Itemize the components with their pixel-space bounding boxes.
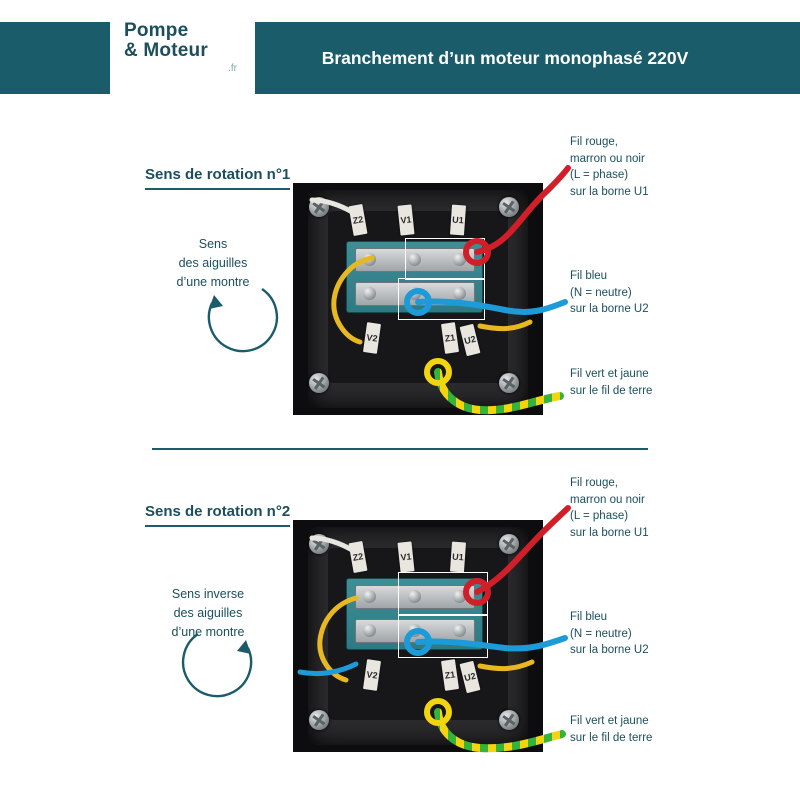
wire-tag: U2 xyxy=(460,324,481,356)
section-2-rotation-label xyxy=(133,585,283,641)
clockwise-arrow-1 xyxy=(209,289,277,351)
wire-tag: V1 xyxy=(397,541,414,572)
wire-tag: Z2 xyxy=(349,204,368,236)
callout-line: sur la borne U1 xyxy=(570,527,649,540)
callout-line: Fil vert et jaune xyxy=(570,715,649,727)
callout-line: sur la borne U1 xyxy=(570,186,649,199)
terminal-screw xyxy=(363,253,376,266)
callout-line: marron ou noir xyxy=(570,493,645,506)
wire-tag: V2 xyxy=(363,659,381,691)
wire-tag: V1 xyxy=(397,204,414,235)
callout-line: Fil bleu xyxy=(570,270,608,282)
red-wire-callout-1 xyxy=(570,134,735,201)
rotation-label-line: des aiguilles xyxy=(178,255,248,270)
callout-line: (L = phase) xyxy=(570,169,629,182)
logo-tld: .fr xyxy=(228,62,237,74)
cover-screw xyxy=(499,534,519,554)
rotation-label-line: d’une montre xyxy=(171,624,245,639)
terminal-block-photo-1 xyxy=(293,183,543,415)
highlight-u2 xyxy=(398,278,485,320)
logo xyxy=(110,0,255,95)
wire-tag: U2 xyxy=(460,661,481,693)
highlight-u1 xyxy=(405,238,485,280)
cover-screw xyxy=(309,197,329,217)
blue-wire-callout-1 xyxy=(570,268,735,318)
callout-line: marron ou noir xyxy=(570,152,645,165)
terminal-screw xyxy=(363,590,376,603)
cover-screw xyxy=(499,373,519,393)
logo-line-2: & Moteur xyxy=(124,40,208,61)
section-divider xyxy=(152,448,648,450)
cover-screw xyxy=(499,710,519,730)
callout-line: (N = neutre) xyxy=(570,286,632,299)
wire-tag: Z1 xyxy=(441,322,459,354)
cover-screw xyxy=(309,534,329,554)
rotation-label-line: d’une montre xyxy=(176,274,250,289)
wire-tag: U1 xyxy=(450,542,466,573)
terminal-screw xyxy=(363,624,376,637)
rotation-label-line: des aiguilles xyxy=(173,605,243,620)
highlight-u2 xyxy=(398,614,488,658)
red-wire-callout-2 xyxy=(570,475,735,542)
wire-tag: V2 xyxy=(363,322,381,354)
cover-screw xyxy=(499,197,519,217)
callout-line: sur le fil de terre xyxy=(570,731,653,744)
callout-line: sur le fil de terre xyxy=(570,384,653,397)
callout-line: (N = neutre) xyxy=(570,627,632,640)
callout-line: Fil vert et jaune xyxy=(570,368,649,380)
terminal-screw xyxy=(363,287,376,300)
section-1-title: Sens de rotation n°1 xyxy=(145,166,290,190)
section-1-rotation-label xyxy=(138,235,288,291)
cover-screw xyxy=(309,373,329,393)
rotation-label-line: Sens inverse xyxy=(171,587,245,601)
callout-line: Fil rouge, xyxy=(570,136,618,148)
highlight-u1 xyxy=(398,572,488,616)
callout-line: (L = phase) xyxy=(570,510,629,523)
wire-tag: Z1 xyxy=(441,659,459,691)
wire-tag: Z2 xyxy=(349,541,368,573)
callout-line: Fil bleu xyxy=(570,611,608,623)
earth-wire-callout-2 xyxy=(570,713,735,746)
blue-wire-callout-2 xyxy=(570,609,735,659)
rotation-label-line: Sens xyxy=(198,237,228,251)
cover-screw xyxy=(309,710,329,730)
callout-line: Fil rouge, xyxy=(570,477,618,489)
logo-line-1: Pompe xyxy=(124,20,189,42)
page-title: Branchement d’un moteur monophasé 220V xyxy=(321,47,689,68)
callout-line: sur la borne U2 xyxy=(570,303,649,316)
counter-clockwise-arrow-2 xyxy=(183,634,251,696)
section-2-title: Sens de rotation n°2 xyxy=(145,503,290,527)
earth-wire-callout-1 xyxy=(570,366,735,399)
terminal-block-photo-2 xyxy=(293,520,543,752)
callout-line: sur la borne U2 xyxy=(570,644,649,657)
wire-tag: U1 xyxy=(450,205,466,236)
